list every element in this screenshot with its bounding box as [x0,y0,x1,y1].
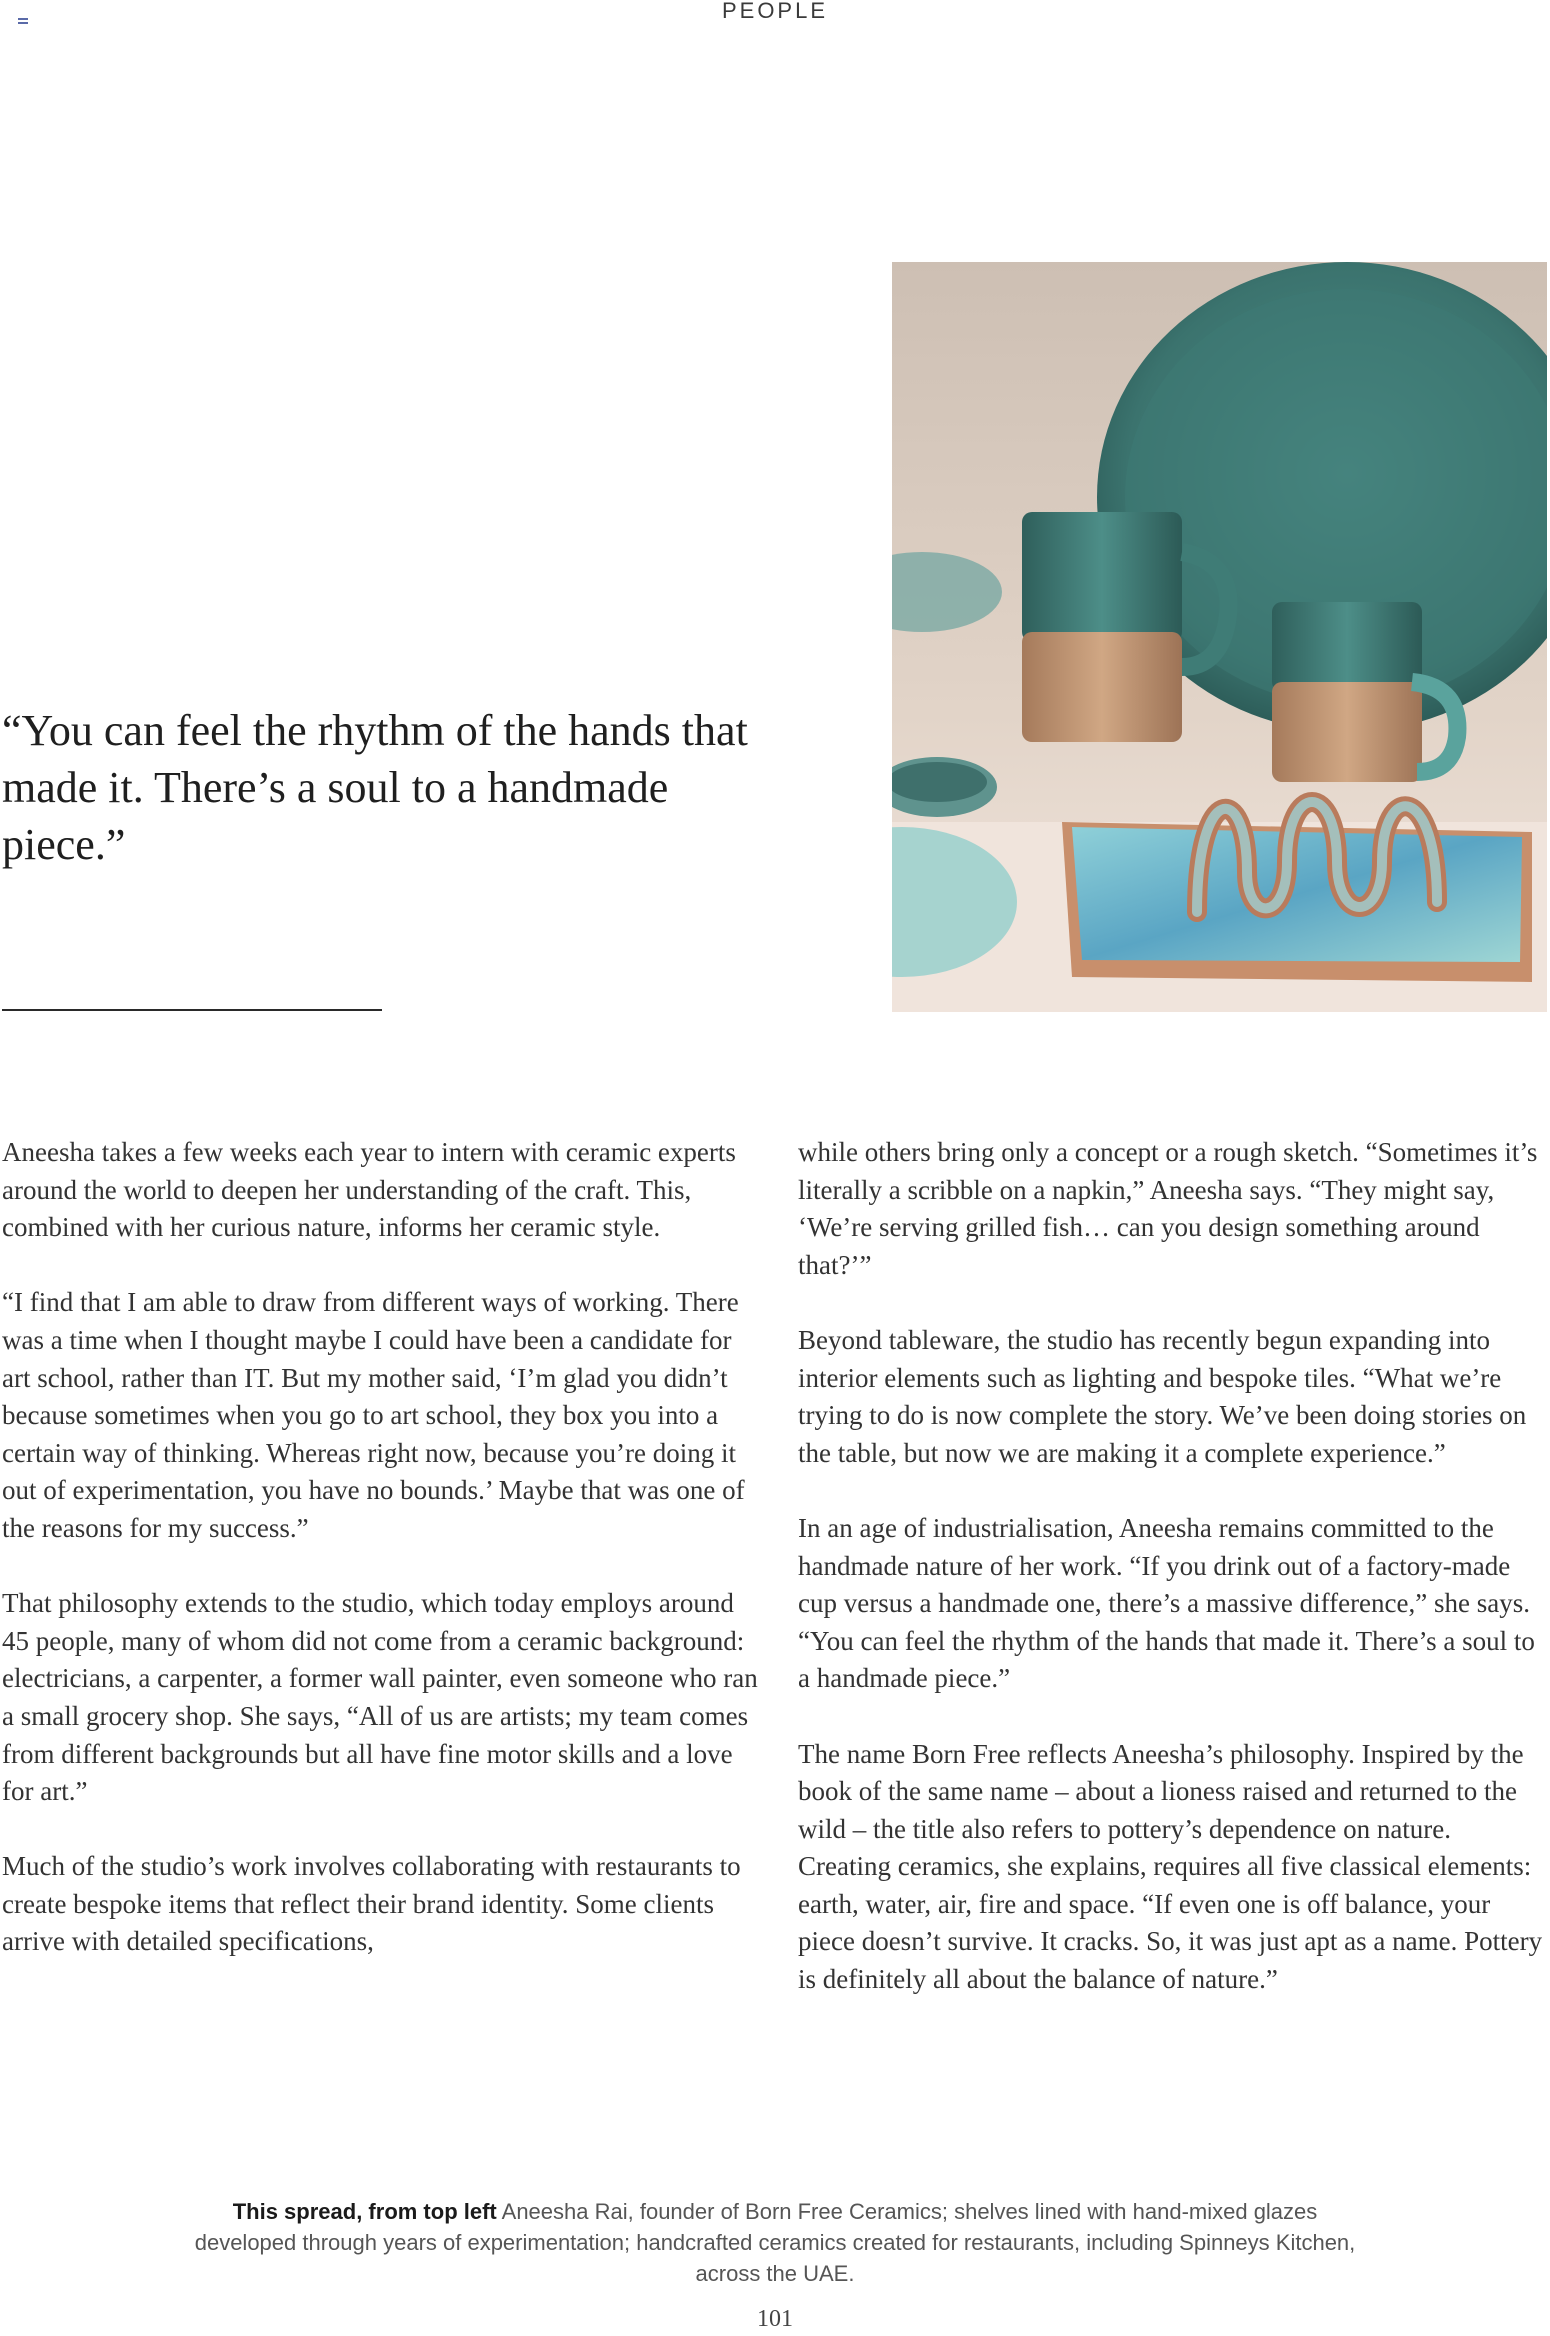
ceramics-photo [892,262,1547,1012]
body-paragraph: That philosophy extends to the studio, which today employs around 45 people, many of whom did not come from a ceramic background: electricians, a carpenter, a former wall painter, even someone who ran a small grocery shop. She says, “All of us are artists; my team comes from different backgrounds but all have fine motor skills and a love for art.” [2,1588,758,1807]
body-paragraph: while others bring only a concept or a rough sketch. “Sometimes it’s literally a scribble on a napkin,” Aneesha says. “They might say, ‘We’re serving grilled fish… can you design something around that?’” [798,1137,1538,1280]
page-number: 101 [757,2306,793,2332]
caption-text: Aneesha Rai, founder of Born Free Ceramics; shelves lined with hand-mixed glazes developed through years of experimentation; handcrafted ceramics created for restaurants, including Spinneys Kitchen, across the UAE. [194,2199,1356,2286]
section-label: PEOPLE [721,0,829,23]
pull-quote: “You can feel the rhythm of the hands that made it. There’s a soul to a handmade piece.” [2,706,748,869]
body-paragraph: Beyond tableware, the studio has recently begun expanding into interior elements such as lighting and bespoke tiles. “What we’re trying to do is now complete the story. We’ve been doing stories on the table, but now we are making it a complete experience.” [798,1324,1527,1468]
quote-divider [2,1009,382,1011]
caption-lead: This spread, from top left [232,2199,497,2224]
body-paragraph: The name Born Free reflects Aneesha’s philosophy. Inspired by the book of the same name – about a lioness raised and returned to the wild – the title also refers to pottery’s dependence on nature. Creating ceramics, she explains, requires all five classical elements: earth, water, air, fire and space. “If even one is off balance, your piece doesn’t survive. It cracks. So, it was just apt as a name. Pottery is definitely all about the balance of nature.” [798,1738,1543,1995]
body-column-left [2,1134,762,1999]
body-paragraph: Much of the studio’s work involves collaborating with restaurants to create bespoke items that reflect their brand identity. Some clients arrive with detailed specifications, [2,1851,741,1957]
body-paragraph: In an age of industrialisation, Aneesha remains committed to the handmade nature of her work. “If you drink out of a factory-made cup versus a handmade one, there’s a massive difference,” she says. “You can feel the rhythm of the hands that made it. There’s a soul to a handmade piece.” [798,1512,1535,1694]
body-paragraph: Aneesha takes a few weeks each year to intern with ceramic experts around the world to deepen her understanding of the craft. This, combined with her curious nature, informs her ceramic style. [2,1137,736,1243]
body-paragraph: “I find that I am able to draw from different ways of working. There was a time when I thought maybe I could have been a candidate for art school, rather than IT. But my mother said, ‘I’m glad you didn’t because sometimes when you go to art school, they box you into a certain way of thinking. Whereas right now, because you’re doing it out of experimentation, you have no bounds.’ Maybe that was one of the reasons for my success.” [2,1287,745,1543]
photo-caption [180,2196,1370,2289]
body-column-right [798,1134,1548,2036]
